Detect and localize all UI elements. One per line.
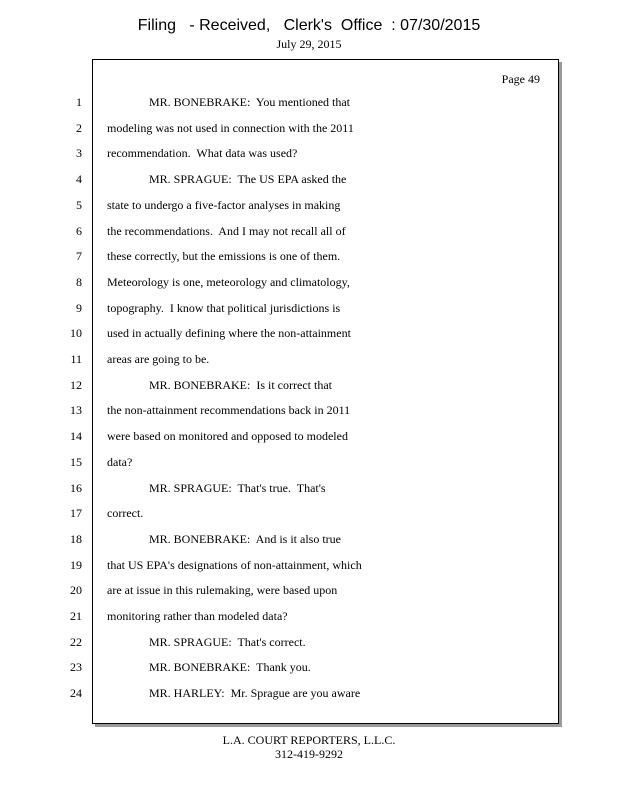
line-number: 3	[76, 146, 82, 160]
line-number: 6	[76, 224, 82, 238]
line-number: 24	[70, 686, 82, 700]
line-number: 21	[70, 609, 82, 623]
line-number: 5	[76, 198, 82, 212]
transcript-line-text: modeling was not used in connection with the 2011	[107, 121, 354, 135]
transcript-line-text: used in actually defining where the non-attainment	[107, 326, 351, 340]
line-number: 2	[76, 121, 82, 135]
transcript-line-text: state to undergo a five-factor analyses in making	[107, 198, 341, 212]
line-number: 16	[70, 481, 82, 495]
line-number: 17	[70, 506, 82, 520]
transcript-line-text: areas are going to be.	[107, 352, 210, 366]
line-number: 7	[76, 249, 82, 263]
line-number: 8	[76, 275, 82, 289]
transcript-line-text: these correctly, but the emissions is one of them.	[107, 249, 341, 263]
transcript-line-text: MR. BONEBRAKE: Thank you.	[149, 660, 311, 674]
line-number: 23	[70, 660, 82, 674]
transcript-date: July 29, 2015	[276, 37, 342, 51]
line-number: 10	[70, 326, 82, 340]
transcript-line-text: MR. BONEBRAKE: And is it also true	[149, 532, 342, 546]
transcript-line-text: MR. BONEBRAKE: Is it correct that	[149, 378, 332, 392]
line-number: 14	[70, 429, 82, 443]
line-number: 19	[70, 558, 82, 572]
transcript-line-text: MR. BONEBRAKE: You mentioned that	[149, 95, 351, 109]
transcript-line-text: Meteorology is one, meteorology and climatology,	[107, 275, 350, 289]
page-number: Page 49	[501, 72, 540, 86]
line-number: 18	[70, 532, 82, 546]
transcript-line-text: correct.	[107, 506, 144, 520]
line-number: 20	[70, 583, 82, 597]
line-number: 4	[76, 172, 82, 186]
transcript-line-text: MR. HARLEY: Mr. Sprague are you aware	[149, 686, 361, 700]
filing-stamp: Filing - Received, Clerk's Office : 07/30/2015	[137, 17, 481, 34]
line-number: 9	[76, 301, 82, 315]
reporter-phone: 312-419-9292	[275, 747, 343, 761]
line-number: 1	[76, 95, 82, 109]
line-number: 15	[70, 455, 82, 469]
reporter-company: L.A. COURT REPORTERS, L.L.C.	[222, 733, 396, 747]
transcript-line-text: MR. SPRAGUE: That's correct.	[149, 635, 306, 649]
transcript-line-text: the recommendations. And I may not recall all of	[107, 224, 346, 238]
transcript-line-text: are at issue in this rulemaking, were based upon	[107, 583, 338, 597]
transcript-line-text: MR. SPRAGUE: That's true. That's	[149, 481, 326, 495]
transcript-line-text: were based on monitored and opposed to modeled	[107, 429, 348, 443]
transcript-line-text: topography. I know that political jurisdictions is	[107, 301, 341, 315]
footer	[0, 733, 618, 761]
transcript-line-text: recommendation. What data was used?	[107, 146, 298, 160]
transcript-line-text: data?	[107, 455, 133, 469]
line-number: 13	[70, 403, 82, 417]
line-number: 12	[70, 378, 82, 392]
line-number: 11	[70, 352, 82, 366]
transcript-line-text: that US EPA's designations of non-attainment, which	[107, 558, 362, 572]
transcript-line-text: monitoring rather than modeled data?	[107, 609, 288, 623]
transcript-line-text: the non-attainment recommendations back in 2011	[107, 403, 351, 417]
transcript-line-text: MR. SPRAGUE: The US EPA asked the	[149, 172, 347, 186]
line-number: 22	[70, 635, 82, 649]
